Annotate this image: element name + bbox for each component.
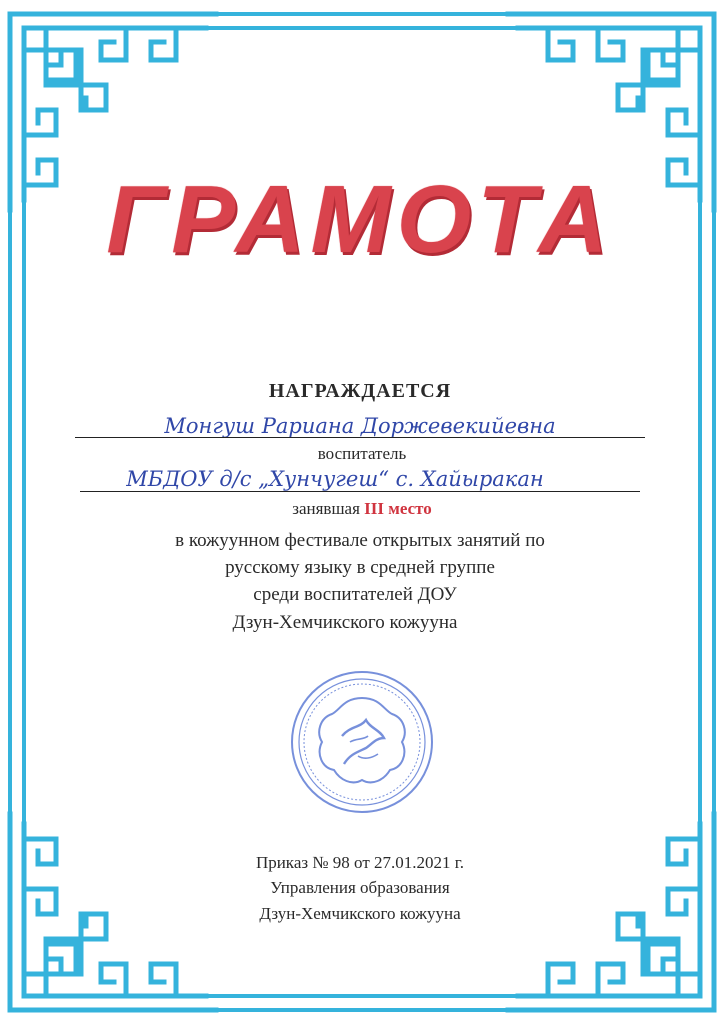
organization-underline [80,491,640,492]
position-label: воспитатель [317,444,407,463]
place-value: III место [364,499,432,518]
order-line-3: Дзун-Хемчикского кожууна [259,904,461,923]
body-line-3: среди воспитателей ДОУ [253,584,457,605]
official-stamp [288,668,436,816]
body-line-1: в кожуунном фестивале открытых занятий по [175,530,545,551]
organization-name: МБДОУ д/с „Хунчугеш“ с. Хайыракан [126,467,544,491]
place-line [212,499,512,519]
order-line-2: Управления образования [270,878,450,897]
certificate-title: ГРАМОТА [106,166,614,273]
recipient-name: Монгуш Рариана Доржевекийевна [164,414,556,438]
body-line-2: русскому языку в средней группе [225,557,495,578]
awarded-heading: НАГРАЖДАЕТСЯ [268,380,452,402]
name-underline [75,437,645,438]
took-prefix: занявшая [292,499,360,518]
body-line-4: Дзун-Хемчикского кожууна [232,612,458,633]
order-line-1: Приказ № 98 от 27.01.2021 г. [255,853,465,872]
